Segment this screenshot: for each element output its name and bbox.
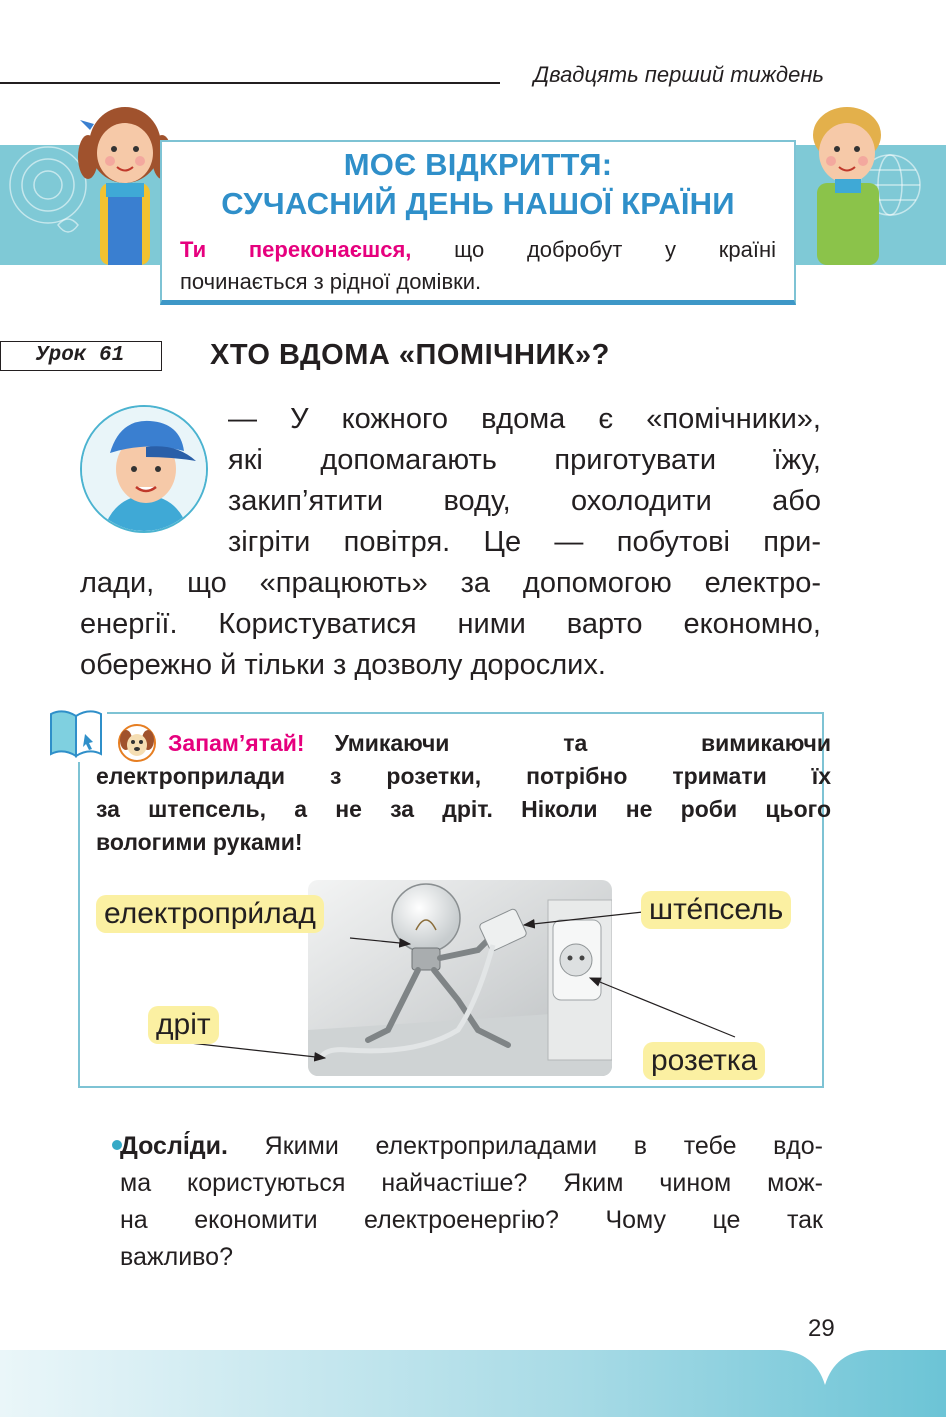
intro-line2: починається з рідної домівки. bbox=[180, 269, 482, 294]
discovery-title-line2: СУЧАСНИЙ ДЕНЬ НАШОЇ КРАЇНИ bbox=[221, 186, 735, 221]
explore-line1: Якими електроприладами в тебе вдо- bbox=[227, 1132, 823, 1160]
main-text-line3: закип’ятити воду, охолодити або bbox=[228, 485, 821, 517]
discovery-title-line1: МОЄ ВІДКРИТТЯ: bbox=[343, 147, 613, 182]
explore-line3: на економити електроенергію? Чому це так bbox=[120, 1206, 823, 1234]
label-wire: дріт bbox=[148, 1006, 219, 1044]
discovery-box bbox=[160, 140, 796, 305]
remember-heading: Запам’ятай! bbox=[168, 730, 305, 756]
remember-line1: Умикаючи та вимикаючи bbox=[334, 730, 831, 756]
page-number: 29 bbox=[808, 1315, 835, 1342]
boy-illustration bbox=[795, 95, 905, 265]
label-plug: ште́псель bbox=[641, 891, 791, 929]
main-text-line7: обережно й тільки з дозволу дорослих. bbox=[80, 649, 606, 681]
lesson-label: Урок 61 bbox=[0, 341, 162, 371]
lesson-title: ХТО ВДОМА «ПОМІЧНИК»? bbox=[210, 339, 610, 371]
intro-rest: що добробут у країні bbox=[411, 237, 776, 262]
explore-line2: ма користуються найчастіше? Яким чином мож- bbox=[120, 1169, 823, 1197]
discovery-intro bbox=[180, 234, 776, 298]
explore-text bbox=[120, 1128, 823, 1276]
lightbulb-robot-image bbox=[308, 880, 612, 1076]
main-text-line4: зігріти повітря. Це — побутові при- bbox=[228, 526, 821, 558]
main-text-line2: які допомагають приготувати їжу, bbox=[228, 444, 821, 476]
main-text-line1: — У кожного вдома є «помічники», bbox=[228, 403, 821, 435]
appliance-photo bbox=[308, 880, 612, 1076]
remember-line4: вологими руками! bbox=[96, 829, 303, 855]
main-text-line6: енергії. Користуватися ними варто економно, bbox=[80, 608, 821, 640]
footer-wave bbox=[0, 1340, 946, 1417]
explore-heading: Дослі́ди. bbox=[120, 1132, 228, 1160]
explore-line4: важливо? bbox=[120, 1243, 233, 1271]
boy-with-cap-icon bbox=[82, 407, 208, 533]
remember-line3: за штепсель, а не за дріт. Ніколи не роби цього bbox=[96, 796, 831, 822]
intro-emphasis: Ти переконаєшся, bbox=[180, 237, 412, 262]
boy-avatar bbox=[80, 405, 208, 533]
remember-line2: електроприлади з розетки, потрібно тримати їх bbox=[96, 763, 831, 789]
label-appliance: електропри́лад bbox=[96, 895, 324, 933]
main-text-line5: лади, що «працюють» за допомогою електро- bbox=[80, 567, 821, 599]
week-label: Двадцять перший тиждень bbox=[533, 62, 824, 87]
remember-text bbox=[96, 727, 831, 859]
label-socket: розетка bbox=[643, 1042, 765, 1080]
header-rule bbox=[0, 82, 500, 84]
